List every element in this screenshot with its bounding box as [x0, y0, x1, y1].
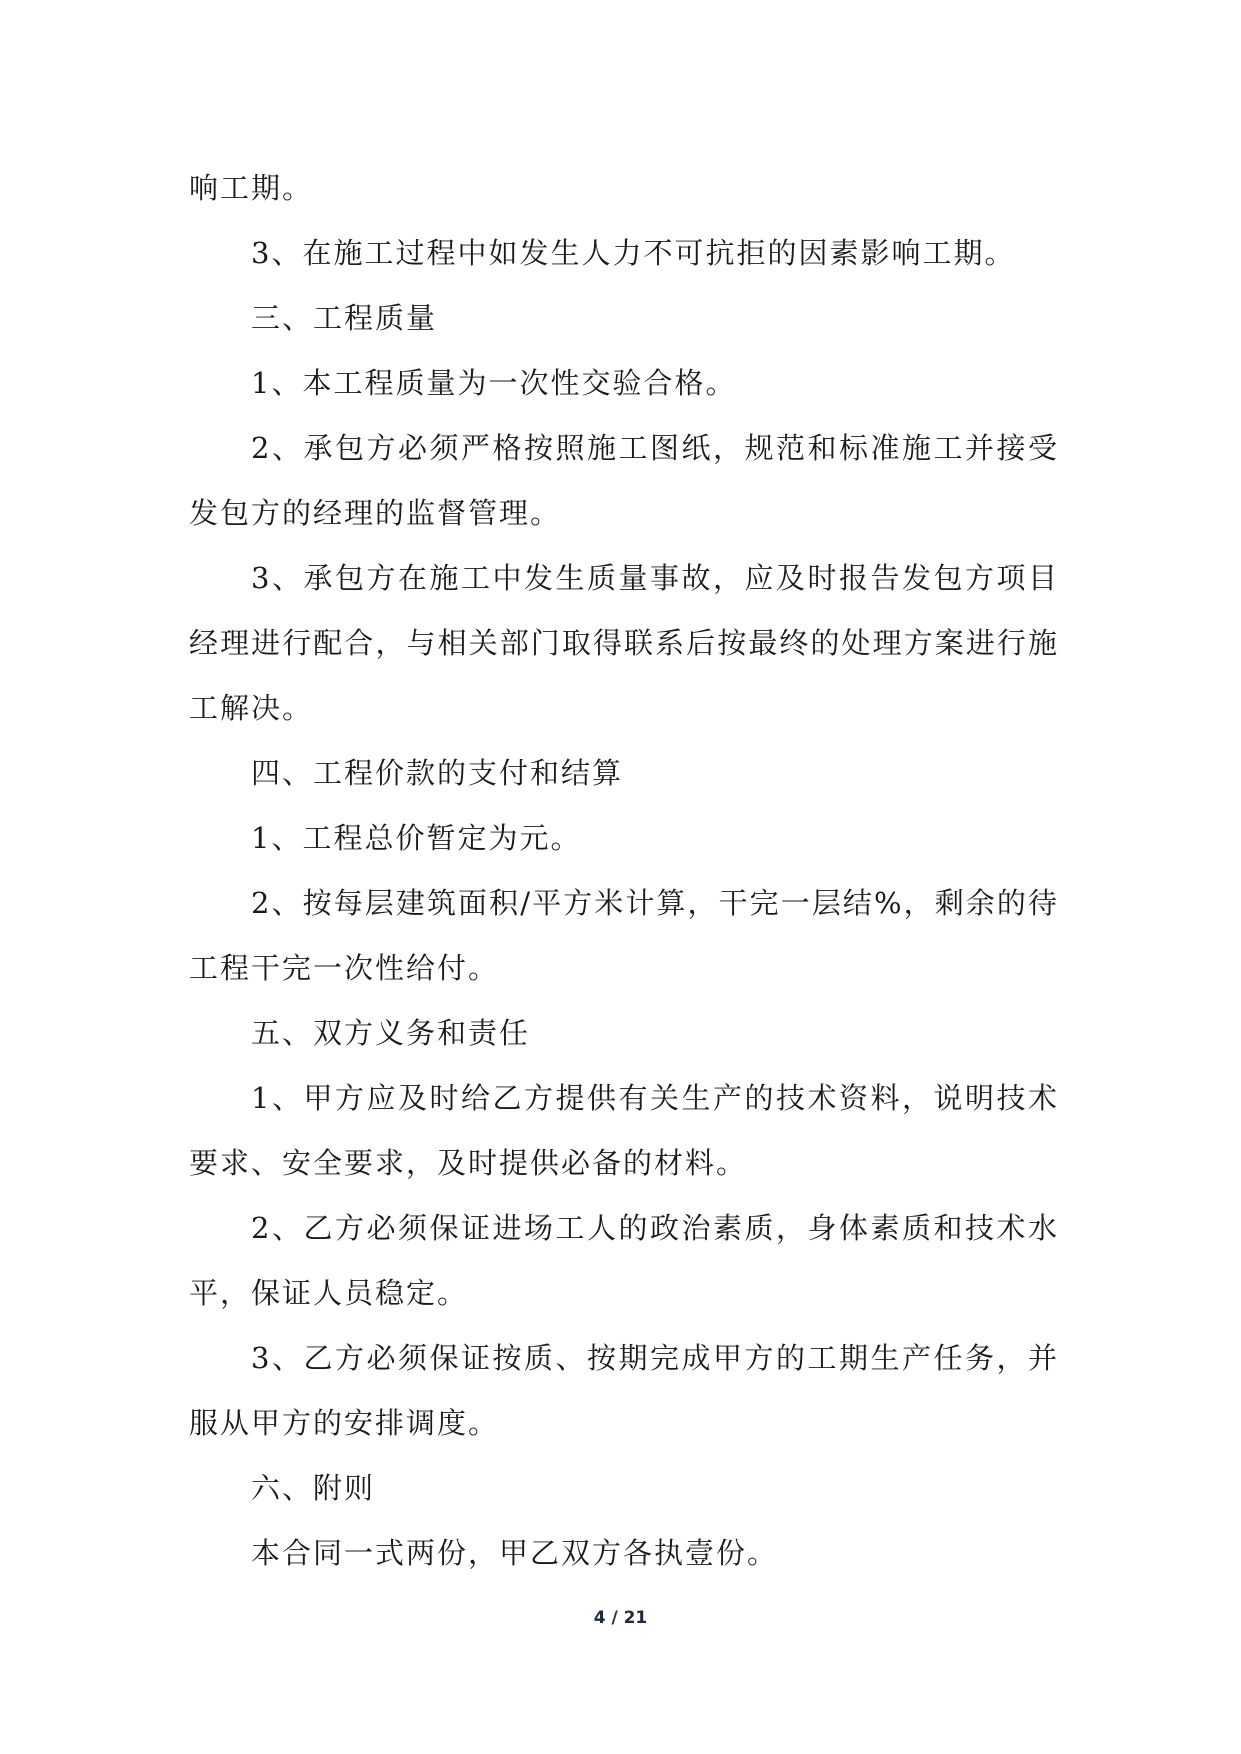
paragraph-continuation: 响工期。	[189, 171, 314, 205]
paragraph-clause: 2、乙方必须保证进场工人的政治素质，身体素质和技术水平，保证人员稳定。	[189, 1211, 1059, 1310]
paragraph-clause: 2、承包方必须严格按照施工图纸，规范和标准施工并接受发包方的经理的监督管理。	[189, 431, 1059, 530]
paragraph-clause: 1、甲方应及时给乙方提供有关生产的技术资料，说明技术要求、安全要求，及时提供必备的材料。	[189, 1081, 1059, 1180]
paragraph-clause: 2、按每层建筑面积/平方米计算，干完一层结%，剩余的待工程干完一次性给付。	[189, 886, 1059, 985]
paragraph-clause: 本合同一式两份，甲乙双方各执壹份。	[251, 1536, 779, 1570]
document-body	[189, 156, 1059, 1586]
section-heading-payment: 四、工程价款的支付和结算	[251, 756, 624, 790]
paragraph-clause: 3、乙方必须保证按质、按期完成甲方的工期生产任务，并服从甲方的安排调度。	[189, 1341, 1059, 1440]
paragraph-clause: 1、本工程质量为一次性交验合格。	[251, 366, 737, 400]
section-heading-obligations: 五、双方义务和责任	[251, 1016, 531, 1050]
paragraph-clause: 3、承包方在施工中发生质量事故，应及时报告发包方项目经理进行配合，与相关部门取得联系后按最终的处理方案进行施工解决。	[189, 561, 1059, 725]
page-number: 4 / 21	[593, 1608, 648, 1628]
paragraph-clause: 1、工程总价暂定为元。	[251, 821, 582, 855]
paragraph-clause: 3、在施工过程中如发生人力不可抗拒的因素影响工期。	[251, 236, 1016, 270]
section-heading-quality: 三、工程质量	[251, 301, 438, 335]
section-heading-appendix: 六、附则	[251, 1471, 376, 1505]
